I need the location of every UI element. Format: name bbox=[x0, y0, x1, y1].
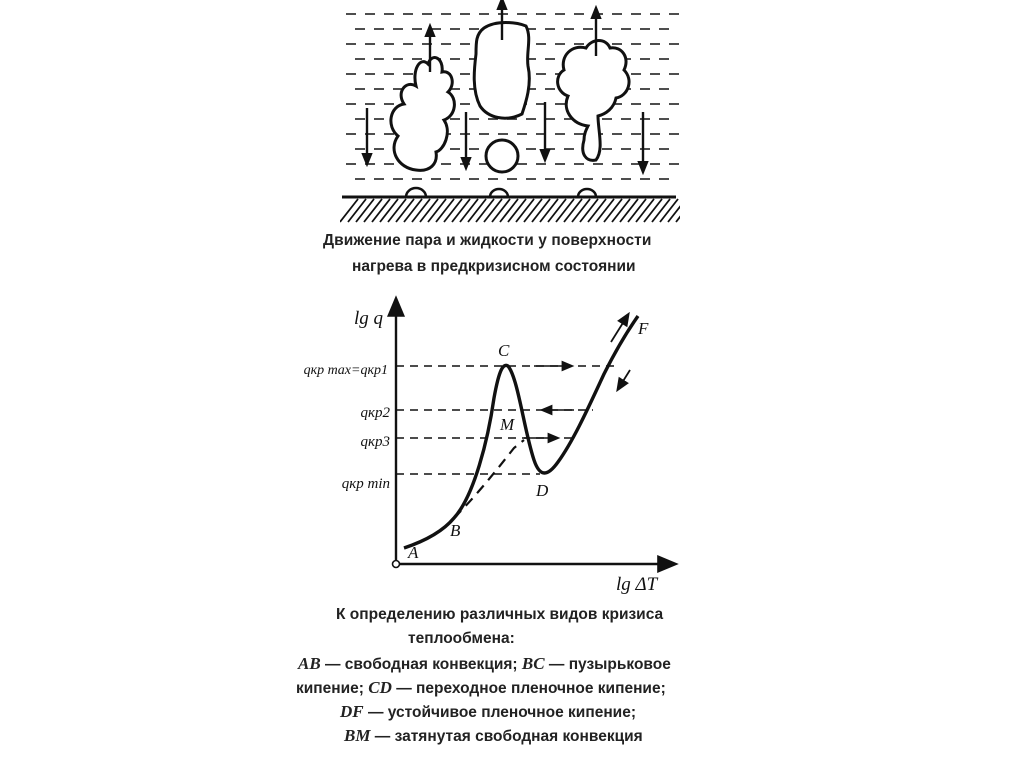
vapor-bubble-small bbox=[486, 140, 518, 172]
hatch-line bbox=[564, 199, 582, 222]
hatch-line bbox=[596, 199, 614, 222]
legend-text-boiling: кипение; bbox=[296, 680, 364, 697]
legend-key-ab: AB bbox=[298, 654, 321, 673]
legend-text-df: — устойчивое пленочное кипение; bbox=[367, 704, 636, 721]
figure2-legend-line4 bbox=[344, 726, 643, 746]
legend-text-bc: — пузырьковое bbox=[548, 656, 671, 673]
hatch-line bbox=[460, 199, 478, 222]
hatch-line bbox=[548, 199, 566, 222]
hatch-line bbox=[604, 199, 622, 222]
hatch-line bbox=[532, 199, 550, 222]
figure2-legend-line1 bbox=[298, 654, 671, 674]
hatch-line bbox=[428, 199, 446, 222]
legend-key-cd: CD bbox=[368, 678, 392, 697]
hatch-line bbox=[540, 199, 558, 222]
legend-text-bm: — затянутая свободная конвекция bbox=[374, 728, 643, 745]
hatch-line bbox=[340, 199, 358, 222]
origin-point bbox=[393, 561, 400, 568]
hatch-line bbox=[468, 199, 486, 222]
hatch-line bbox=[572, 199, 590, 222]
hatch-line bbox=[660, 199, 678, 222]
hatch-line bbox=[380, 199, 398, 222]
hatch-line bbox=[652, 199, 670, 222]
vapor-liquid-illustration bbox=[340, 0, 680, 228]
hatch-line bbox=[500, 199, 518, 222]
x-axis-label: lg ΔT bbox=[616, 574, 658, 595]
figure2-title-line1: К определению различных видов кризиса bbox=[336, 606, 664, 623]
legend-key-bc: BC bbox=[521, 654, 545, 673]
hatch-line bbox=[628, 199, 646, 222]
hatch-line bbox=[524, 199, 542, 222]
hatch-line bbox=[348, 199, 366, 222]
hatch-line bbox=[484, 199, 502, 222]
point-label-C: C bbox=[498, 341, 510, 360]
label-q2: qкр2 bbox=[360, 405, 390, 421]
hatch-line bbox=[612, 199, 630, 222]
point-label-M: M bbox=[500, 415, 515, 434]
vapor-bubble-left bbox=[391, 58, 455, 171]
surface-hatching bbox=[340, 199, 680, 222]
point-label-D: D bbox=[536, 481, 549, 500]
figure2-legend-line3 bbox=[340, 702, 636, 722]
legend-key-bm: BM bbox=[344, 726, 371, 745]
hatch-line bbox=[620, 199, 638, 222]
figure1-caption-line2: нагрева в предкризисном состоянии bbox=[352, 258, 636, 275]
delayed-convection-line bbox=[454, 440, 524, 518]
legend-key-df: DF bbox=[340, 702, 364, 721]
label-q-min: qкр min bbox=[341, 476, 390, 492]
boiling-curve bbox=[404, 316, 638, 548]
hatch-line bbox=[516, 199, 534, 222]
hatch-line bbox=[404, 199, 422, 222]
vapor-bubble-right bbox=[558, 41, 629, 161]
hatch-line bbox=[492, 199, 510, 222]
hatch-line bbox=[412, 199, 430, 222]
hatch-line bbox=[476, 199, 494, 222]
hatch-line bbox=[396, 199, 414, 222]
hatch-line bbox=[356, 199, 374, 222]
hatch-line bbox=[580, 199, 598, 222]
hatch-line bbox=[556, 199, 574, 222]
hatch-line bbox=[588, 199, 606, 222]
hatch-line bbox=[508, 199, 526, 222]
hatch-line bbox=[420, 199, 438, 222]
hatch-line bbox=[644, 199, 662, 222]
hatch-line bbox=[444, 199, 462, 222]
point-label-A: A bbox=[408, 543, 419, 562]
figure2-title-line2: теплообмена: bbox=[408, 630, 515, 647]
point-label-B: B bbox=[450, 521, 461, 540]
film-boiling-down-arrow bbox=[620, 370, 630, 386]
hatch-line bbox=[388, 199, 406, 222]
hatch-line bbox=[452, 199, 470, 222]
label-q3: qкр3 bbox=[360, 434, 390, 450]
figure2-legend-line2 bbox=[296, 678, 666, 698]
boiling-curve-diagram bbox=[278, 290, 698, 600]
point-label-F: F bbox=[638, 319, 649, 338]
legend-text-cd: — переходное пленочное кипение; bbox=[396, 680, 666, 697]
legend-text-ab: — свободная конвекция; bbox=[325, 656, 518, 673]
hatch-line bbox=[372, 199, 390, 222]
hatch-line bbox=[364, 199, 382, 222]
hatch-line bbox=[436, 199, 454, 222]
y-axis-label: lg q bbox=[354, 308, 384, 329]
hatch-line bbox=[636, 199, 654, 222]
label-q-max: qкр max=qкр1 bbox=[303, 363, 388, 378]
figure1-caption-line1: Движение пара и жидкости у поверхности bbox=[323, 232, 652, 249]
